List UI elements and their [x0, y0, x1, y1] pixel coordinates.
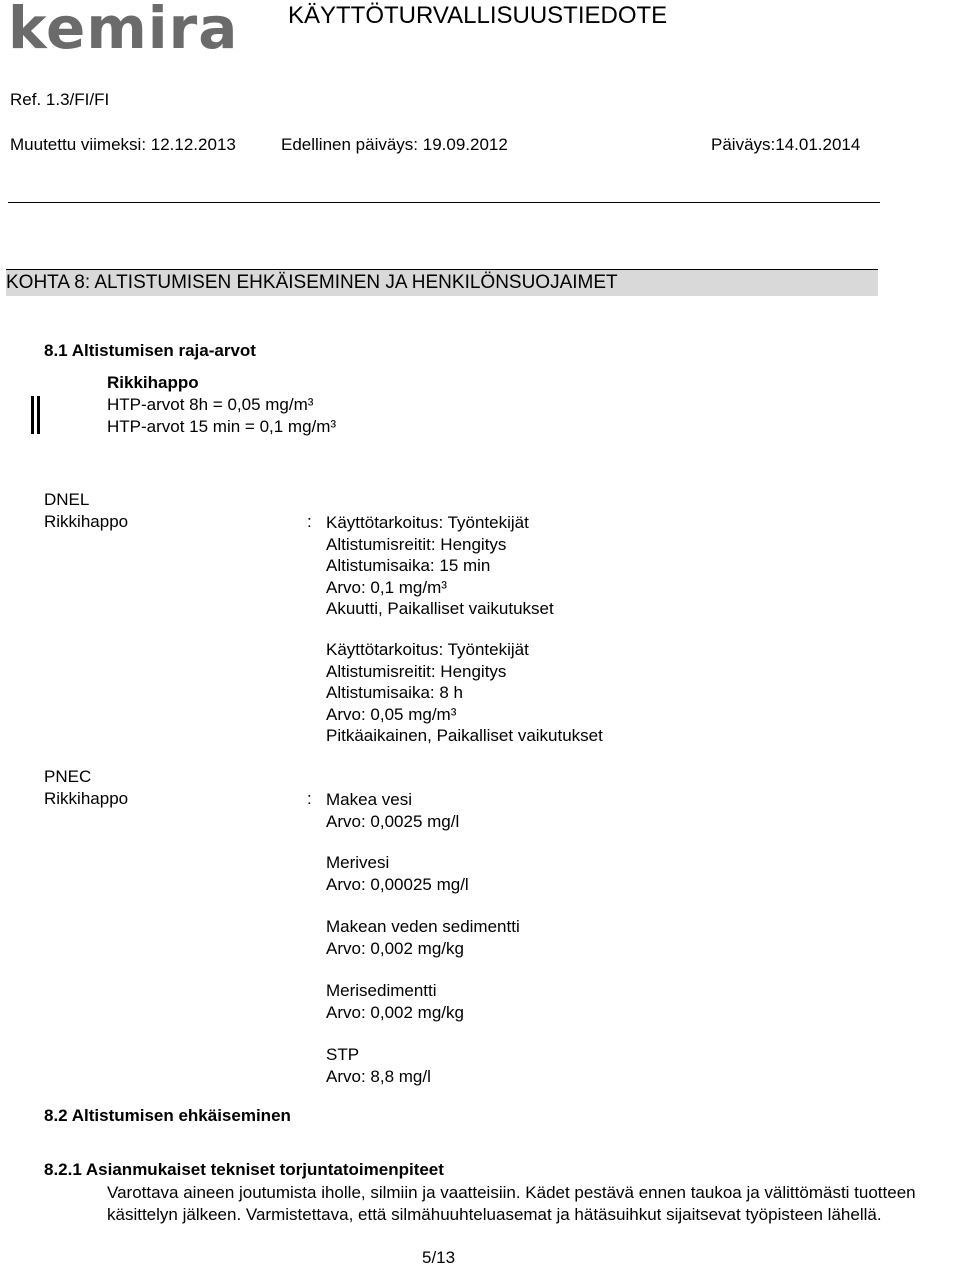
- pnec-value: Arvo: 0,002 mg/kg: [326, 1002, 464, 1022]
- dnel-line: Pitkäaikainen, Paikalliset vaikutukset: [326, 726, 603, 745]
- pnec-value: Arvo: 8,8 mg/l: [326, 1066, 431, 1086]
- pnec-substance: Rikkihappo: [44, 789, 129, 808]
- dnel-line: Altistumisaika: 15 min: [326, 556, 491, 575]
- dnel-line: Käyttötarkoitus: Työntekijät: [326, 513, 529, 532]
- last-modified-date: Muutettu viimeksi: 12.12.2013: [10, 135, 236, 154]
- controls-text: Varottava aineen joutumista iholle, silmiin ja vaatteisiin. Kädet pestävä ennen taukoa ja välittömästi tuotteen käsittelyn jälkeen. Varmistettava, että silmähuuhteluasemat ja hätäsuihkut sijaitsevat työpisteen lähellä.: [107, 1183, 916, 1224]
- dnel-line: Käyttötarkoitus: Työntekijät: [326, 640, 529, 659]
- pnec-entry-marine-sediment: [326, 980, 464, 1023]
- pnec-colon: :: [307, 789, 312, 808]
- pnec-label: PNEC: [44, 767, 92, 786]
- limit-value-15min: HTP-arvot 15 min = 0,1 mg/m³: [107, 417, 337, 436]
- reference-number: Ref. 1.3/FI/FI: [10, 90, 110, 109]
- dnel-line: Arvo: 0,05 mg/m³: [326, 704, 457, 724]
- limit-value-8h: HTP-arvot 8h = 0,05 mg/m³: [107, 395, 314, 414]
- dnel-substance: Rikkihappo: [44, 512, 129, 531]
- issue-date: Päiväys:14.01.2014: [711, 135, 861, 154]
- pnec-value: Arvo: 0,002 mg/kg: [326, 938, 464, 958]
- dnel-colon: :: [307, 512, 312, 531]
- controls-subheading: 8.2.1 Asianmukaiset tekniset torjuntatoimenpiteet: [44, 1160, 444, 1179]
- dnel-line: Altistumisreitit: Hengitys: [326, 534, 507, 554]
- controls-heading: 8.2 Altistumisen ehkäiseminen: [44, 1106, 291, 1125]
- pnec-value: Arvo: 0,00025 mg/l: [326, 874, 469, 894]
- dnel-line: Akuutti, Paikalliset vaikutukset: [326, 599, 554, 618]
- pnec-compartment: STP: [326, 1045, 360, 1064]
- revision-marker: [31, 396, 34, 434]
- dnel-entry-2: [326, 639, 603, 747]
- revision-marker: [37, 396, 40, 434]
- dnel-line: Altistumisaika: 8 h: [326, 683, 463, 702]
- pnec-value: Arvo: 0,0025 mg/l: [326, 811, 460, 831]
- pnec-compartment: Merivesi: [326, 853, 390, 872]
- pnec-compartment: Makea vesi: [326, 790, 412, 809]
- dnel-line: Altistumisreitit: Hengitys: [326, 661, 507, 681]
- limits-substance: Rikkihappo: [107, 373, 199, 392]
- document-title: KÄYTTÖTURVALLISUUSTIEDOTE: [288, 2, 668, 29]
- dnel-line: Arvo: 0,1 mg/m³: [326, 577, 447, 597]
- pnec-entry-sea-water: [326, 852, 469, 895]
- limits-heading: 8.1 Altistumisen raja-arvot: [44, 341, 256, 360]
- dnel-label: DNEL: [44, 490, 90, 509]
- pnec-entry-fresh-sediment: [326, 916, 520, 959]
- company-logo: kemira: [8, 0, 239, 62]
- pnec-compartment: Makean veden sedimentti: [326, 917, 520, 936]
- previous-date: Edellinen päiväys: 19.09.2012: [281, 135, 508, 154]
- dnel-entry-1: [326, 512, 554, 620]
- pnec-entry-stp: [326, 1044, 431, 1087]
- pnec-compartment: Merisedimentti: [326, 981, 437, 1000]
- header-divider: [8, 202, 880, 203]
- page-number: 5/13: [422, 1248, 456, 1267]
- pnec-entry-fresh-water: [326, 789, 459, 832]
- section-title: KOHTA 8: ALTISTUMISEN EHKÄISEMINEN JA HENKILÖNSUOJAIMET: [6, 272, 618, 293]
- section-title-bar: [6, 269, 878, 296]
